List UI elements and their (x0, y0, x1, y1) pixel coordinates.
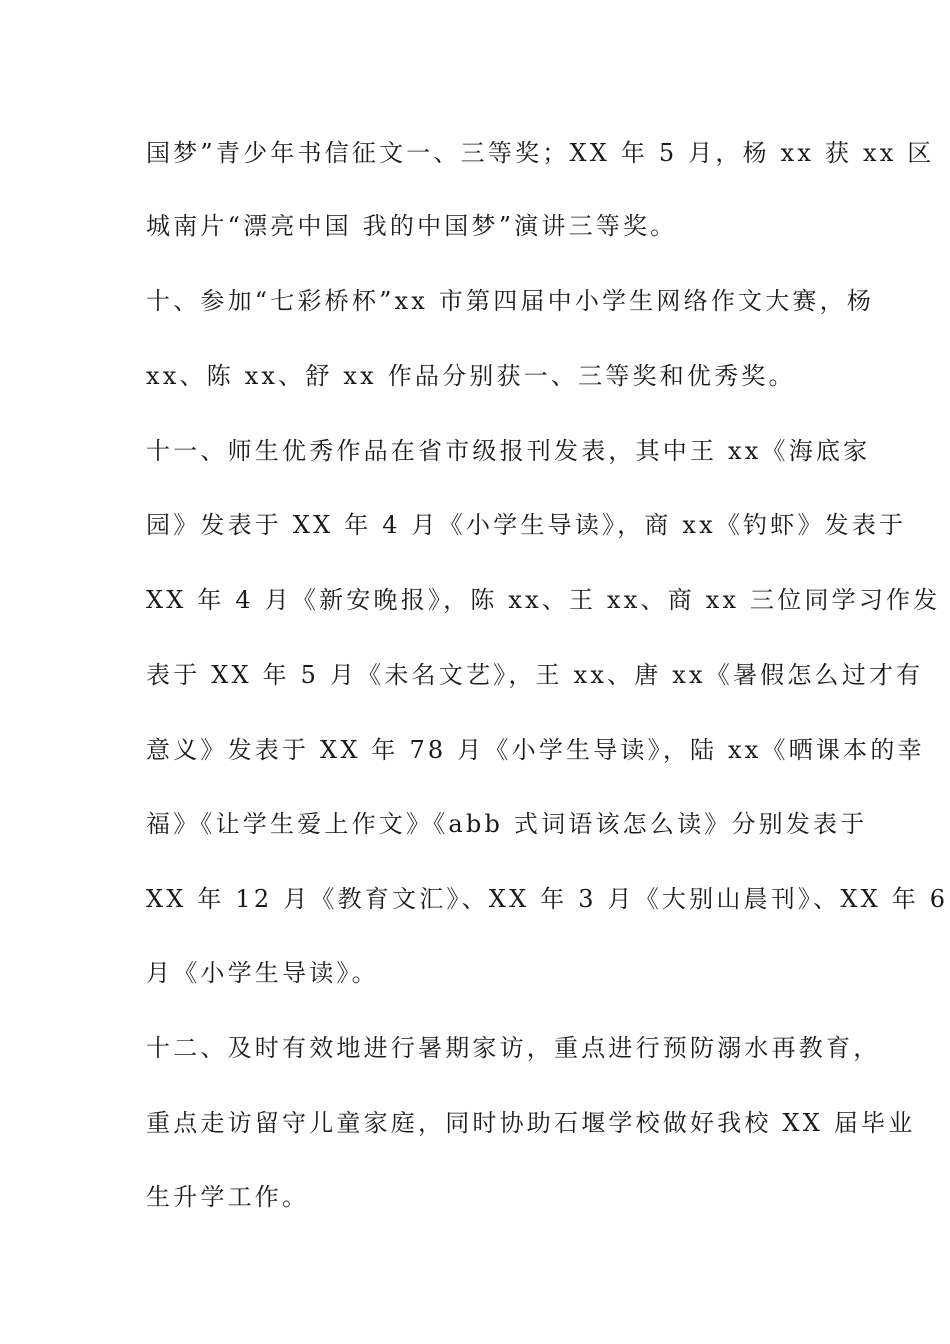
text-line: 生升学工作。 (146, 1183, 310, 1211)
text-line: XX 年 12 月《教育文汇》、XX 年 3 月《大别山晨刊》、XX 年 6 (146, 885, 949, 913)
text-line: 月《小学生导读》。 (146, 959, 379, 987)
text-line: 表于 XX 年 5 月《未名文艺》，王 xx、唐 xx《暑假怎么过才有 (146, 661, 924, 689)
text-line: 十二、及时有效地进行暑期家访，重点进行预防溺水再教育， (146, 1034, 881, 1062)
text-line: 福》《让学生爱上作文》《abb 式词语该怎么读》分别发表于 (146, 810, 868, 838)
text-line: 城南片“漂亮中国 我的中国梦”演讲三等奖。 (146, 212, 678, 240)
text-line: 重点走访留守儿童家庭，同时协助石堰学校做好我校 XX 届毕业 (146, 1109, 916, 1137)
text-line: 十一、师生优秀作品在省市级报刊发表，其中王 xx《海底家 (146, 437, 871, 465)
text-line: 意义》发表于 XX 年 78 月《小学生导读》，陆 xx《晒课本的幸 (146, 736, 925, 764)
text-line: 国梦”青少年书信征文一、三等奖；XX 年 5 月，杨 xx 获 xx 区 (146, 139, 935, 167)
text-line: 十、参加“七彩桥杯”xx 市第四届中小学生网络作文大赛，杨 (146, 287, 875, 315)
text-line: 园》发表于 XX 年 4 月《小学生导读》，商 xx《钓虾》发表于 (146, 511, 907, 539)
text-line: xx、陈 xx、舒 xx 作品分别获一、三等奖和优秀奖。 (146, 362, 796, 390)
text-line: XX 年 4 月《新安晚报》，陈 xx、王 xx、商 xx 三位同学习作发 (146, 586, 941, 614)
